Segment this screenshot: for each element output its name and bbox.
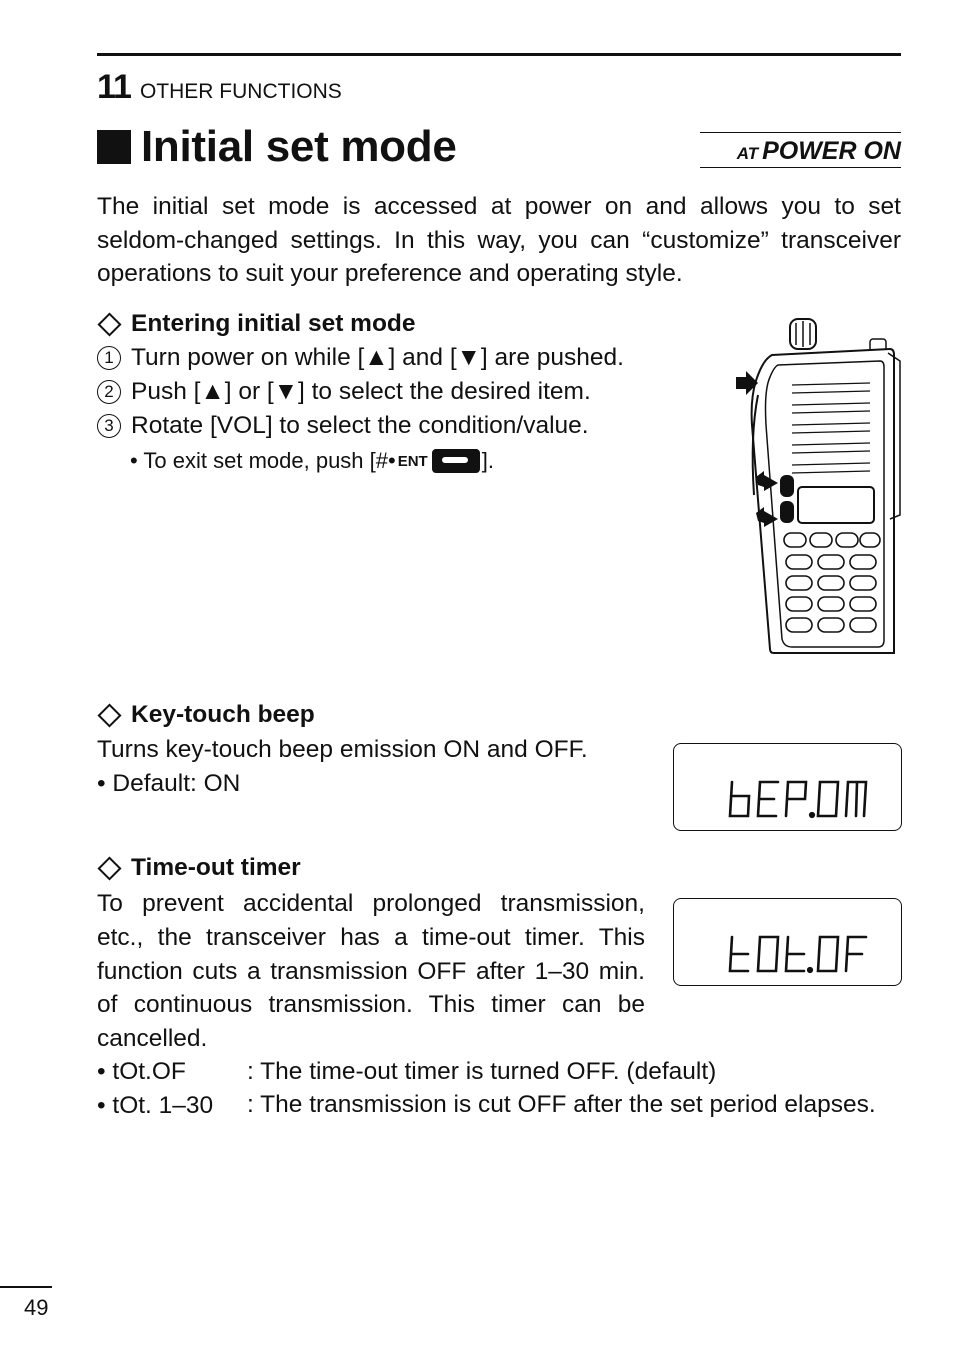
exit-note-suffix: ]. bbox=[481, 448, 494, 473]
diamond-icon bbox=[97, 856, 121, 880]
tot-description: To prevent accidental prolonged transmission, etc., the transceiver has a time-out timer. This function cuts a transmission OFF after 1–30 min. of continuous transmission. This timer can be cancelled. bbox=[97, 890, 645, 1053]
at-prefix: AT bbox=[736, 144, 759, 163]
tot-option-range bbox=[97, 1092, 901, 1122]
tot-heading bbox=[97, 854, 301, 882]
transceiver-illustration bbox=[730, 315, 905, 660]
chapter-number: 11 bbox=[97, 68, 131, 106]
chapter-header bbox=[97, 68, 342, 107]
step-text: Push [▲] or [▼] to select the desired item. bbox=[131, 378, 591, 405]
at-power-on-badge bbox=[700, 132, 901, 168]
lcd-tot-text: tOt.OF bbox=[674, 899, 677, 900]
step-text: Rotate [VOL] to select the condition/value. bbox=[131, 412, 589, 439]
step-2 bbox=[97, 378, 591, 406]
entering-heading-text: Entering initial set mode bbox=[131, 310, 416, 337]
lcd-tot-readout bbox=[674, 899, 901, 985]
diamond-icon bbox=[97, 312, 121, 336]
lcd-beep-text: bEP.On bbox=[674, 744, 678, 745]
entering-heading bbox=[97, 310, 416, 338]
page-number: 49 bbox=[24, 1295, 49, 1320]
beep-heading bbox=[97, 701, 315, 729]
step-3 bbox=[97, 412, 589, 440]
tot-option-off bbox=[97, 1058, 716, 1086]
step-number: 3 bbox=[97, 414, 121, 438]
key-lock-icon bbox=[432, 449, 480, 473]
page-rule bbox=[0, 1286, 52, 1288]
page-title: Initial set mode bbox=[141, 122, 457, 171]
chapter-title: OTHER FUNCTIONS bbox=[139, 80, 342, 103]
square-bullet-icon bbox=[97, 130, 131, 164]
exit-note-prefix: • To exit set mode, push [#• bbox=[130, 448, 396, 473]
beep-heading-text: Key-touch beep bbox=[131, 701, 315, 728]
tot-heading-text: Time-out timer bbox=[131, 854, 301, 881]
beep-default: • Default: ON bbox=[97, 770, 241, 797]
top-rule bbox=[97, 53, 901, 56]
diamond-icon bbox=[97, 703, 121, 727]
option-key: • tOt. 1–30 bbox=[97, 1092, 214, 1119]
option-desc: : The time-out timer is turned OFF. (default) bbox=[247, 1058, 717, 1085]
beep-description: Turns key-touch beep emission ON and OFF. bbox=[97, 736, 588, 763]
exit-note bbox=[130, 448, 494, 474]
step-text: Turn power on while [▲] and [▼] are pushed. bbox=[131, 344, 624, 371]
intro-paragraph bbox=[97, 190, 901, 291]
ent-key-label: ENT bbox=[397, 452, 428, 470]
section-title-row bbox=[97, 122, 457, 172]
lcd-tot-display bbox=[673, 898, 902, 986]
step-number: 1 bbox=[97, 346, 121, 370]
lcd-beep-display bbox=[673, 743, 902, 831]
lcd-beep-readout bbox=[674, 744, 901, 830]
at-label: POWER ON bbox=[762, 137, 901, 165]
option-key: • tOt.OF bbox=[97, 1058, 186, 1085]
intro-text: The initial set mode is accessed at power on and allows you to set seldom-changed settings. In this way, you can “customize” transceiver operations to suit your preference and operating style. bbox=[97, 193, 901, 287]
option-desc: : The transmission is cut OFF after the set period elapses. bbox=[247, 1091, 876, 1118]
step-number: 2 bbox=[97, 380, 121, 404]
step-1 bbox=[97, 344, 624, 372]
